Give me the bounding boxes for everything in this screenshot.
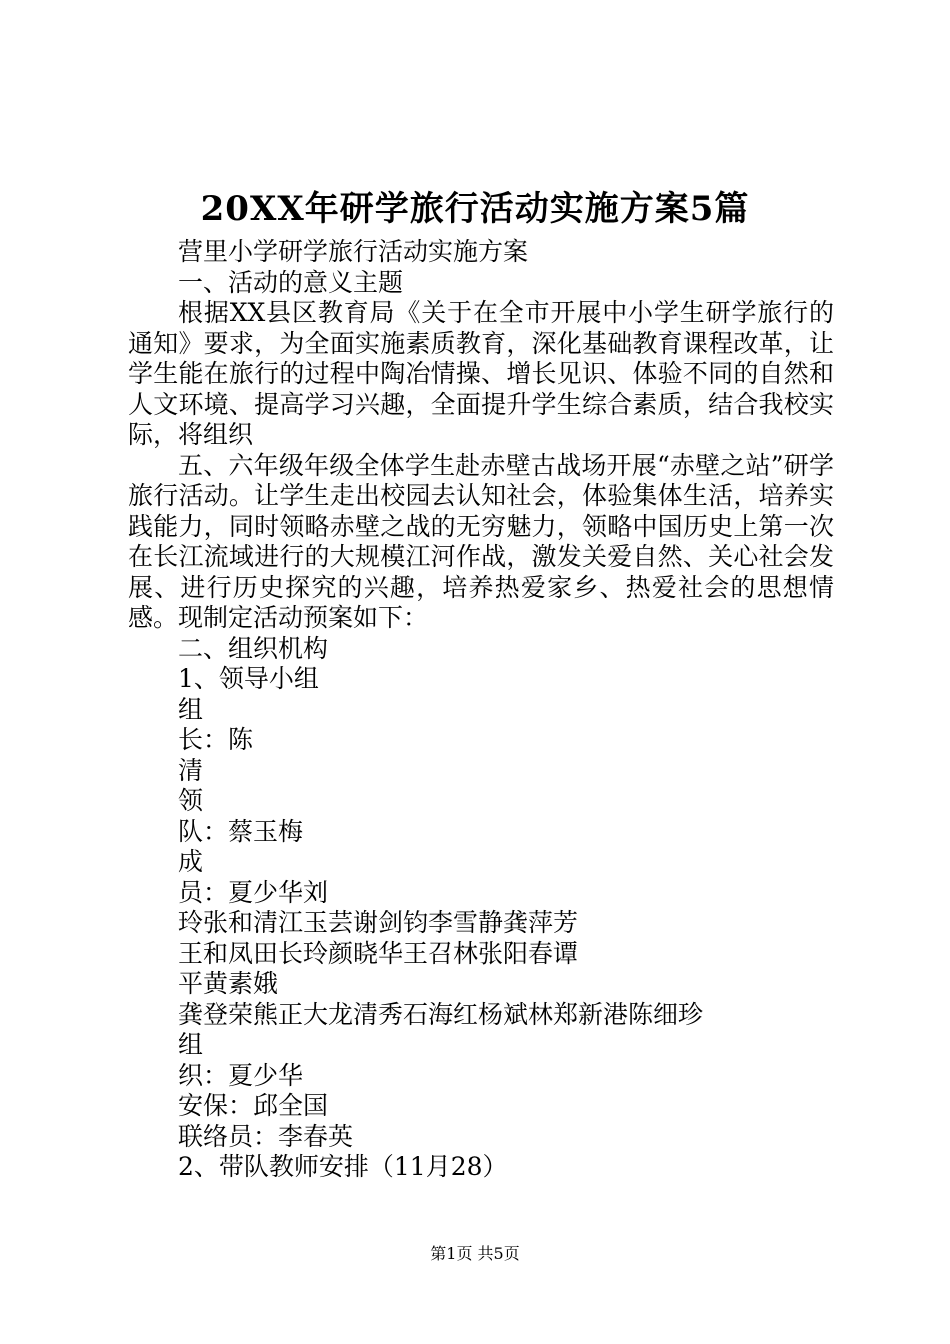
text-line: 织：夏少华 [178, 1060, 304, 1090]
body-paragraph: 根据XX县区教育局《关于在全市开展中小学生研学旅行的通知》要求，为全面实施素质教育，深化基础教育课程改革，让学生能在旅行的过程中陶冶情操、增长见识、体验不同的自然和人文环境、提高学习兴趣，全面提升学生综合素质，结合我校实际，将组织 [128, 298, 834, 449]
section-heading: 一、活动的意义主题 [178, 267, 404, 297]
document-body [128, 237, 834, 1183]
section-heading: 二、组织机构 [178, 633, 329, 663]
body-paragraph: 五、六年级年级全体学生赴赤壁古战场开展“赤壁之站”研学旅行活动。让学生走出校园去认知社会，体验集体生活，培养实践能力，同时领略赤壁之战的无穷魅力，领略中国历史上第一次在长江流域进行的大规模江河作战，激发关爱自然、关心社会发展、进行历史探究的兴趣，培养热爱家乡、热爱社会的思想情感。现制定活动预案如下： [128, 450, 834, 632]
text-line: 龚登荣熊正大龙清秀石海红杨斌林郑新港陈细珍 [178, 999, 704, 1029]
text-line: 王和凤田长玲颜晓华王召林张阳春谭 [178, 938, 579, 968]
text-line: 员：夏少华刘 [178, 877, 329, 907]
text-line: 长：陈 [178, 725, 254, 754]
text-line: 组 [178, 694, 204, 724]
text-line: 联络员：李春英 [178, 1121, 354, 1151]
text-line: 清 [178, 755, 204, 785]
text-line: 安保：邱全国 [178, 1091, 329, 1120]
subsection-heading: 1、领导小组 [178, 664, 319, 693]
text-line: 队：蔡玉梅 [178, 816, 304, 846]
text-line: 成 [178, 847, 204, 876]
page-title: 20XX年研学旅行活动实施方案5篇 [200, 189, 750, 229]
text-line: 玲张和清江玉芸谢剑钧李雪静龚萍芳 [178, 908, 579, 937]
text-line: 组 [178, 1030, 204, 1059]
text-line: 平黄素娥 [178, 969, 279, 998]
page-footer: 第1页 共5页 [430, 1244, 520, 1263]
subtitle-line: 营里小学研学旅行活动实施方案 [178, 237, 529, 266]
text-line: 领 [178, 786, 204, 815]
subsection-heading: 2、带队教师安排（11月28） [178, 1152, 508, 1181]
